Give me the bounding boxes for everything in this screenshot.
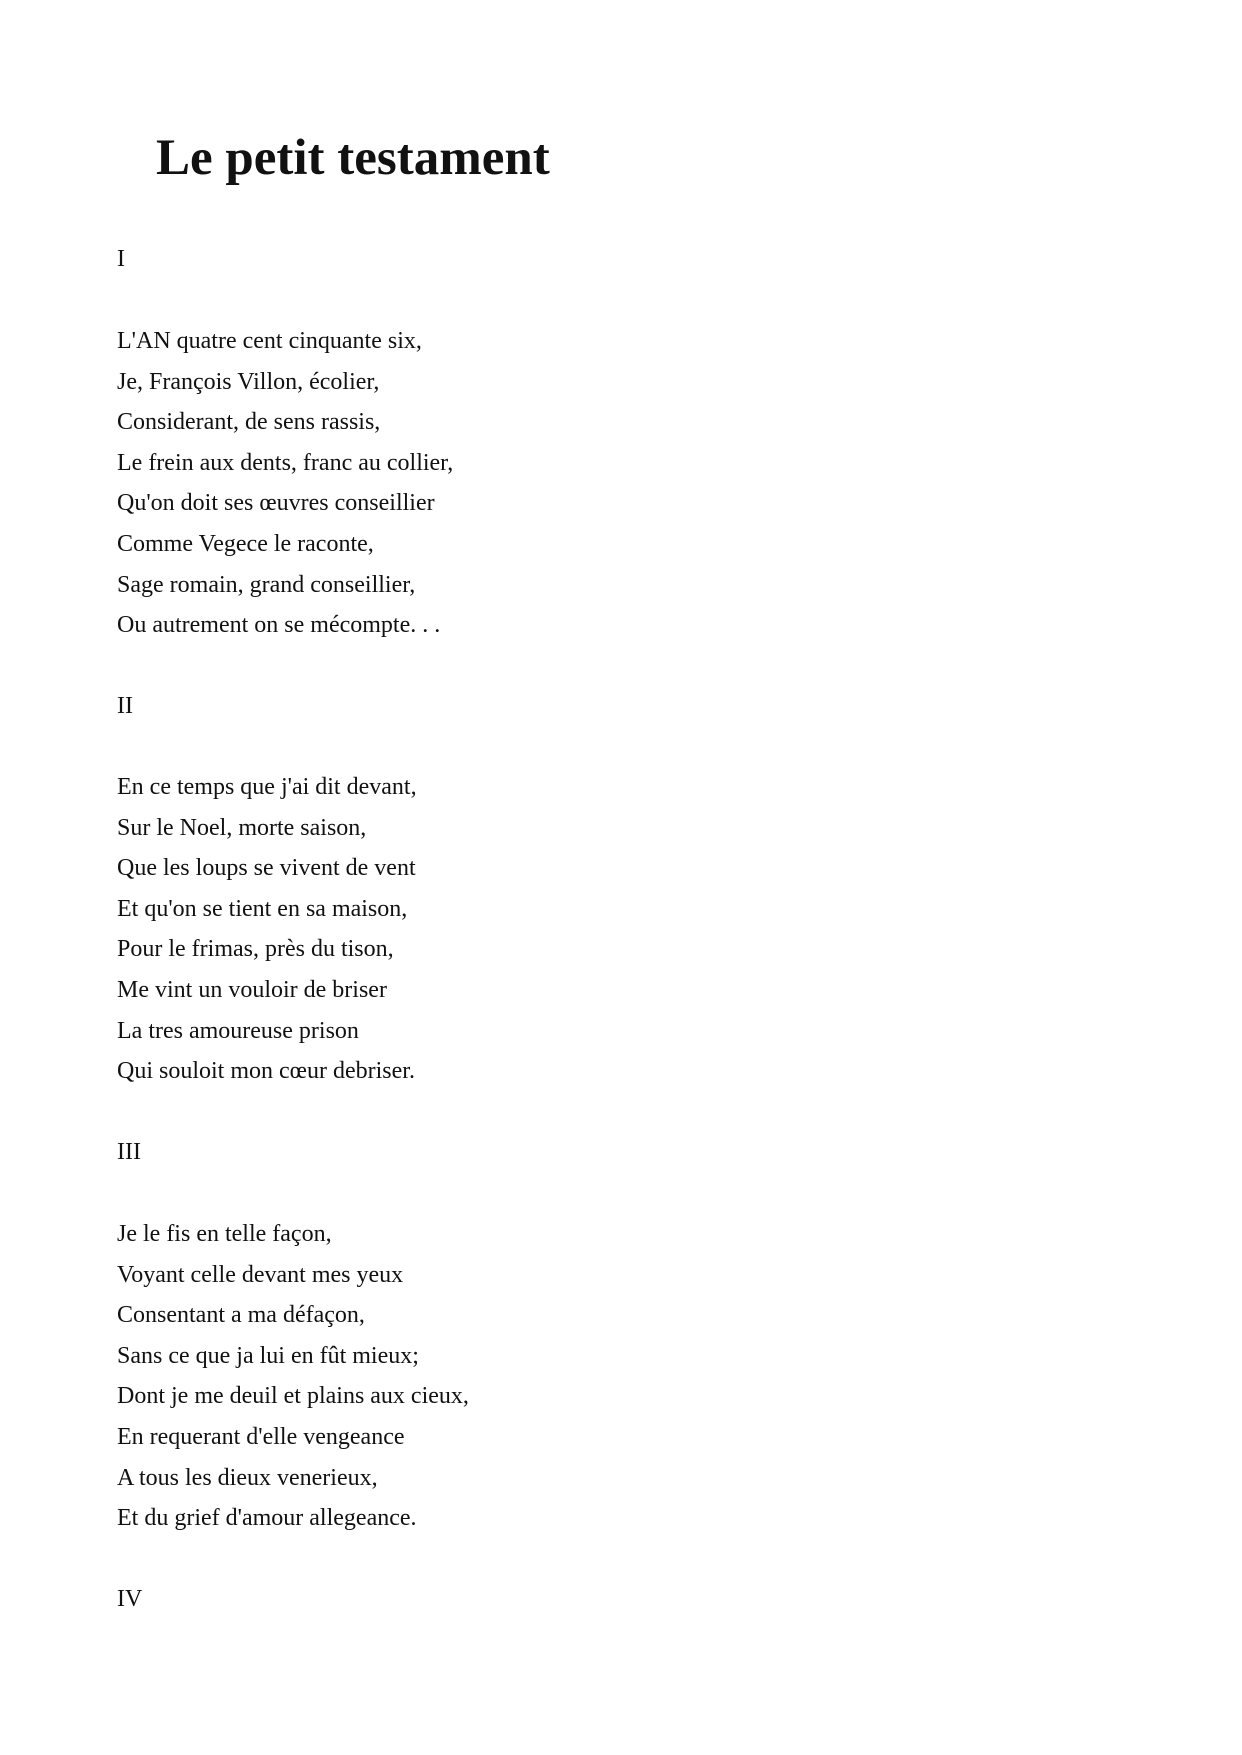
verse-line: A tous les dieux venerieux, (117, 1464, 378, 1491)
verse-line: La tres amoureuse prison (117, 1017, 359, 1044)
stanza (117, 1214, 469, 1539)
verse-line: Que les loups se vivent de vent (117, 855, 416, 882)
verse-line: Sage romain, grand conseillier, (117, 571, 416, 598)
verse-line: Voyant celle devant mes yeux (117, 1261, 404, 1288)
verse-line: En ce temps que j'ai dit devant, (117, 774, 417, 800)
stanza-number: III (117, 1139, 141, 1165)
verse-line: Je le fis en telle façon, (117, 1221, 332, 1247)
page-title: Le petit testament (156, 130, 550, 186)
verse-line: Comme Vegece le raconte, (117, 530, 374, 557)
verse-line: Qu'on doit ses œuvres conseillier (117, 490, 435, 517)
verse-line: Consentant a ma défaçon, (117, 1302, 365, 1329)
verse-line: Et qu'on se tient en sa maison, (117, 895, 408, 922)
verse-line: Qui souloit mon cœur debriser. (117, 1058, 415, 1085)
stanza-number: IV (117, 1586, 143, 1612)
verse-line: Sur le Noel, morte saison, (117, 814, 367, 841)
verse-line: Ou autrement on se mécompte. . . (117, 612, 441, 639)
verse-line: Pour le frimas, près du tison, (117, 936, 394, 963)
verse-line: Le frein aux dents, franc au collier, (117, 449, 454, 476)
verse-line: Sans ce que ja lui en fût mieux; (117, 1342, 419, 1369)
verse-line: Je, François Villon, écolier, (117, 368, 380, 395)
stanza (117, 321, 453, 646)
verse-line: Et du grief d'amour allegeance. (117, 1505, 417, 1532)
verse-line: L'AN quatre cent cinquante six, (117, 328, 422, 354)
verse-line: En requerant d'elle vengeance (117, 1423, 405, 1450)
stanza-number: II (117, 693, 133, 719)
stanza (117, 767, 417, 1092)
verse-line: Dont je me deuil et plains aux cieux, (117, 1383, 469, 1410)
verse-line: Me vint un vouloir de briser (117, 976, 387, 1003)
verse-line: Considerant, de sens rassis, (117, 409, 381, 436)
stanza-number: I (117, 246, 125, 272)
